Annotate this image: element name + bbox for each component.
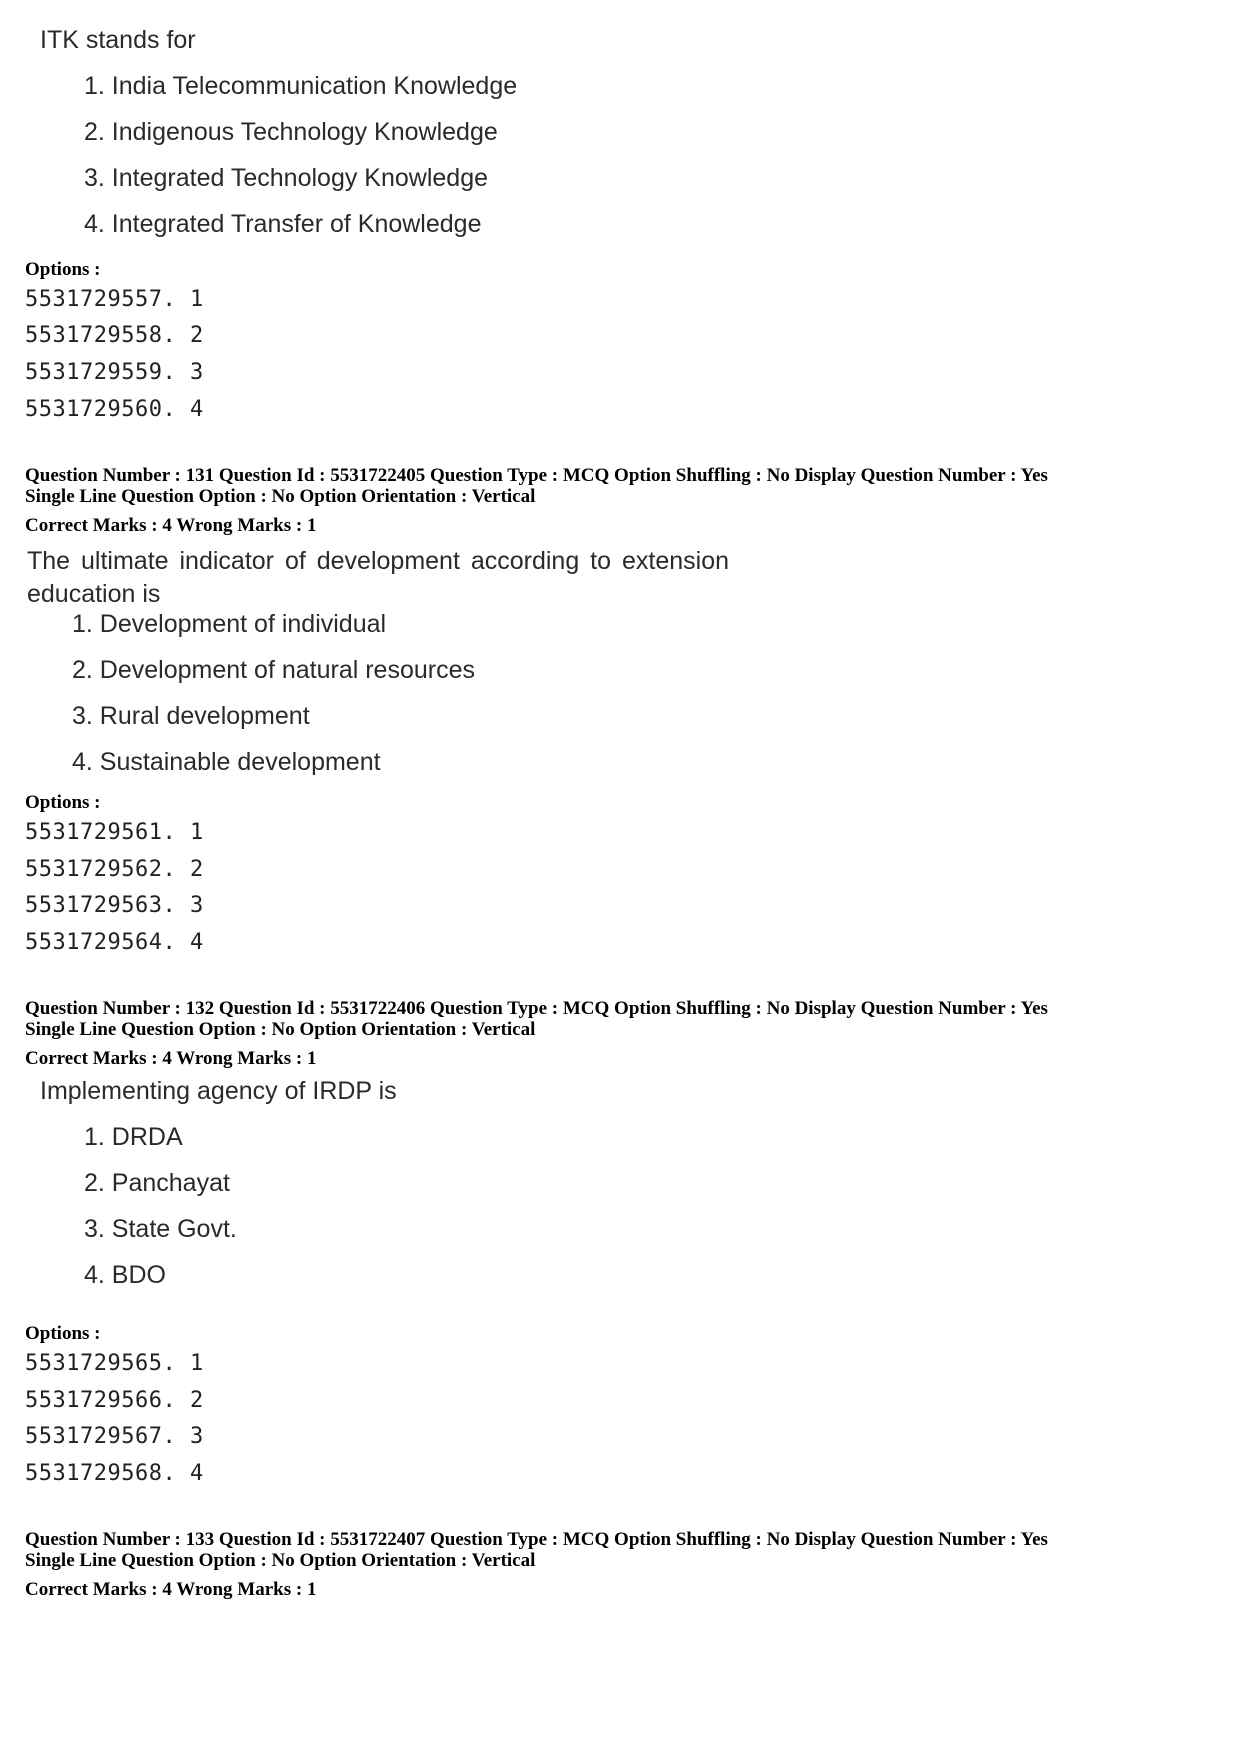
option-id: 5531729566. 2 — [25, 1388, 204, 1413]
choice-item: 1. India Telecommunication Knowledge — [84, 72, 518, 100]
options-label: Options : — [25, 259, 101, 280]
choice-item: 2. Development of natural resources — [72, 656, 475, 684]
choice-item: 2. Panchayat — [84, 1169, 230, 1197]
choice-item: 3. State Govt. — [84, 1215, 237, 1243]
option-id: 5531729561. 1 — [25, 820, 204, 845]
choice-item: 3. Integrated Technology Knowledge — [84, 164, 489, 192]
options-label: Options : — [25, 1323, 101, 1344]
question-text: ITK stands for — [40, 26, 196, 54]
option-id: 5531729563. 3 — [25, 893, 204, 918]
option-id: 5531729560. 4 — [25, 397, 204, 422]
option-id: 5531729557. 1 — [25, 287, 204, 312]
choice-item: 3. Rural development — [72, 702, 310, 730]
marks-line: Correct Marks : 4 Wrong Marks : 1 — [25, 1048, 317, 1069]
question-meta: Single Line Question Option : No Option Orientation : Vertical — [25, 1019, 536, 1040]
question-text: education is — [27, 580, 161, 608]
option-id: 5531729568. 4 — [25, 1461, 204, 1486]
option-id: 5531729558. 2 — [25, 323, 204, 348]
option-id: 5531729565. 1 — [25, 1351, 204, 1376]
choice-item: 1. DRDA — [84, 1123, 183, 1151]
option-id: 5531729559. 3 — [25, 360, 204, 385]
option-id: 5531729562. 2 — [25, 857, 204, 882]
option-id: 5531729567. 3 — [25, 1424, 204, 1449]
marks-line: Correct Marks : 4 Wrong Marks : 1 — [25, 1579, 317, 1600]
question-meta: Question Number : 131 Question Id : 5531722405 Question Type : MCQ Option Shuffling : No Display Question Number : Yes — [25, 465, 1048, 486]
options-label: Options : — [25, 792, 101, 813]
question-meta: Question Number : 132 Question Id : 5531722406 Question Type : MCQ Option Shuffling : No Display Question Number : Yes — [25, 998, 1048, 1019]
question-meta: Question Number : 133 Question Id : 5531722407 Question Type : MCQ Option Shuffling : No Display Question Number : Yes — [25, 1529, 1048, 1550]
choice-item: 4. Integrated Transfer of Knowledge — [84, 210, 482, 238]
question-text: The ultimate indicator of development according to extension — [27, 547, 729, 575]
question-meta: Single Line Question Option : No Option Orientation : Vertical — [25, 486, 536, 507]
choice-item: 2. Indigenous Technology Knowledge — [84, 118, 498, 146]
option-id: 5531729564. 4 — [25, 930, 204, 955]
question-text: Implementing agency of IRDP is — [40, 1077, 397, 1105]
choice-item: 4. BDO — [84, 1261, 166, 1289]
choice-item: 1. Development of individual — [72, 610, 387, 638]
question-meta: Single Line Question Option : No Option Orientation : Vertical — [25, 1550, 536, 1571]
marks-line: Correct Marks : 4 Wrong Marks : 1 — [25, 515, 317, 536]
choice-item: 4. Sustainable development — [72, 748, 381, 776]
